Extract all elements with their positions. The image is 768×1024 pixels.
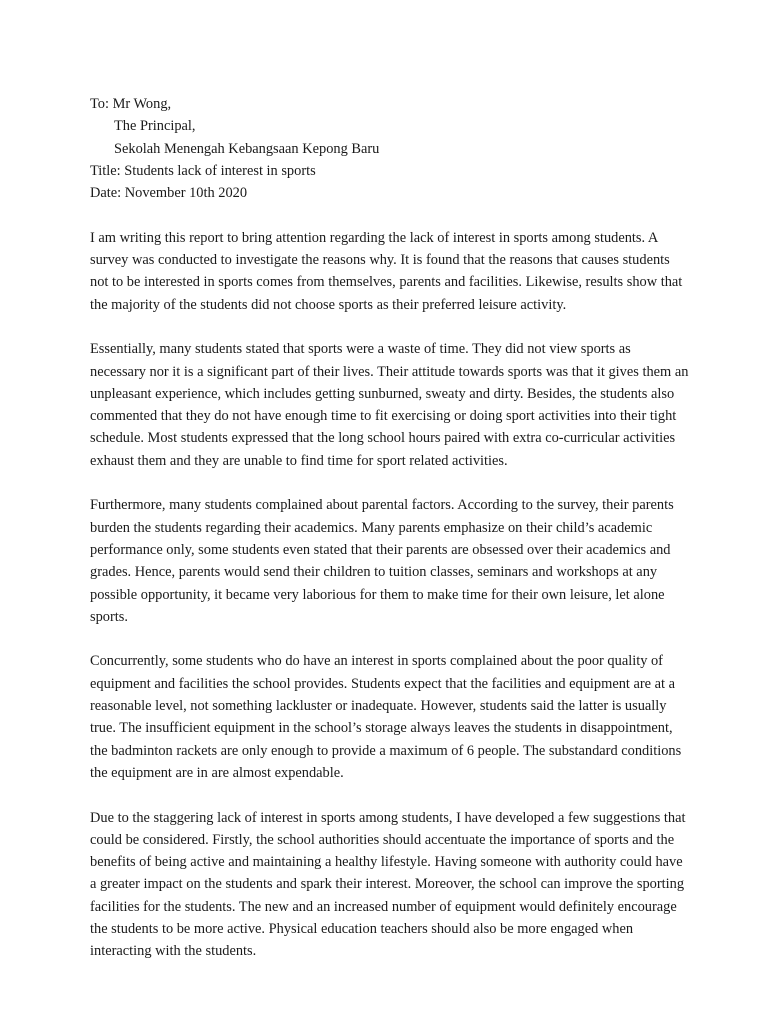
paragraph-students-attitude: Essentially, many students stated that sports were a waste of time. They did not view sports as necessary nor it is a significant part of their lives. Their attitude towards sports was that it gives them an unpleasant experience, which includes getting sunburned, sweaty and dirty. Besides, the students also commented that they do not have enough time to fit exercising or doing sport activities into their tight schedule. Most students expressed that the long school hours paired with extra co-curricular activities exhaust them and they are unable to find time for sport related activities.	[90, 341, 689, 469]
report-header	[90, 93, 690, 204]
paragraph-facilities: Concurrently, some students who do have an interest in sports complained about the poor quality of equipment and facilities the school provides. Students expect that the facilities and equipment are at a reasonable level, not something lackluster or inadequate. However, students said the latter is usually true. The insufficient equipment in the school’s storage always leaves the students in disappointment, the badminton rackets are only enough to provide a maximum of 6 people. The substandard conditions the equipment are in are almost expendable.	[90, 653, 682, 781]
school-name: Sekolah Menengah Kebangsaan Kepong Baru	[114, 140, 380, 157]
title-line: Title: Students lack of interest in sports	[90, 162, 316, 179]
date-line: Date: November 10th 2020	[90, 185, 248, 202]
recipient-title: The Principal,	[114, 118, 196, 135]
paragraph-introduction: I am writing this report to bring attention regarding the lack of interest in sports among students. A survey was conducted to investigate the reasons why. It is found that the reasons that causes students not to be interested in sports comes from themselves, parents and facilities. Likewise, results show that the majority of the students did not choose sports as their preferred leisure activity.	[90, 229, 683, 313]
to-line: To: Mr Wong,	[90, 96, 172, 112]
paragraph-suggestions: Due to the staggering lack of interest in sports among students, I have developed a few suggestions that could be considered. Firstly, the school authorities should accentuate the importance of sports and the benefits of being active and maintaining a healthy lifestyle. Having someone with authority could have a greater impact on the students and spark their interest. Moreover, the school can improve the sporting facilities for the students. The new and an increased number of equipment would definitely encourage the students to be more active. Physical education teachers should also be more engaged when interacting with the students.	[90, 809, 686, 960]
paragraph-parental-factors: Furthermore, many students complained about parental factors. According to the survey, their parents burden the students regarding their academics. Many parents emphasize on their child’s academic performance only, some students even stated that their parents are obsessed over their academics and grades. Hence, parents would send their children to tuition classes, seminars and workshops at any possible opportunity, it became very laborious for them to make time for their own leisure, let alone sports.	[90, 497, 674, 625]
report-document	[90, 93, 690, 963]
